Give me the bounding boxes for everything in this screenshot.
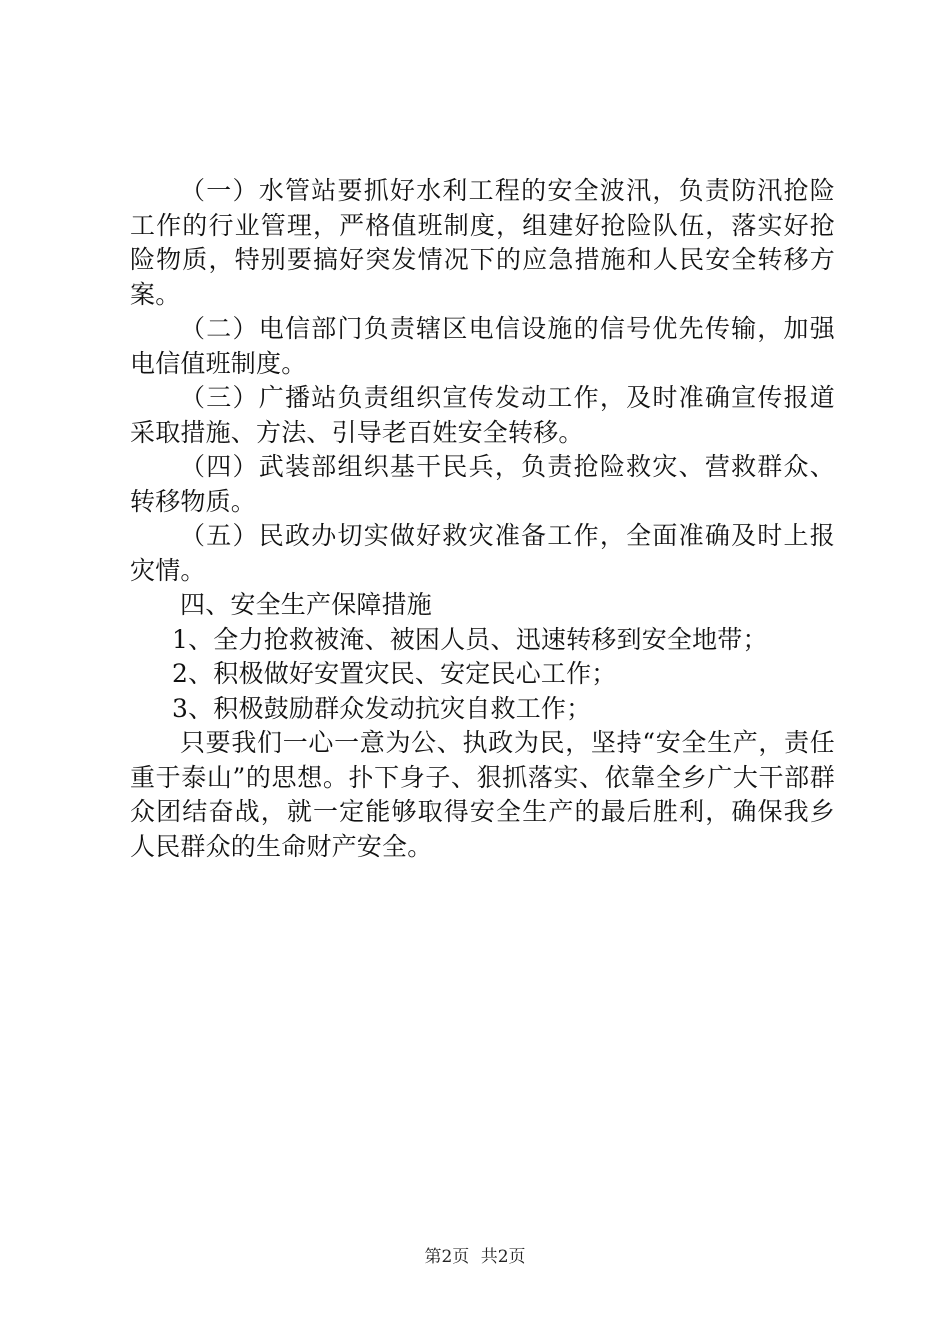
paragraph-broadcast: （三）广播站负责组织宣传发动工作，及时准确宣传报道采取措施、方法、引导老百姓安全转移。: [130, 383, 835, 447]
section-heading: 四、安全生产保障措施: [180, 590, 433, 619]
paragraph-civil-affairs: （五）民政办切实做好救灾准备工作，全面准确及时上报灾情。: [130, 521, 835, 585]
paragraph-water-station: （一）水管站要抓好水利工程的安全波汛，负责防汛抢险工作的行业管理，严格值班制度，组建好抢险队伍，落实好抢险物质，特别要搞好突发情况下的应急措施和人民安全转移方案。: [130, 176, 835, 309]
paragraph-armed-forces: （四）武装部组织基干民兵，负责抢险救灾、营救群众、转移物质。: [130, 452, 835, 516]
document-body: [130, 174, 835, 864]
list-item: 3、积极鼓励群众发动抗灾自救工作；: [172, 693, 592, 723]
page-number: 第2页: [424, 1247, 470, 1267]
paragraph-conclusion: 只要我们一心一意为公、执政为民，坚持“安全生产，责任重于泰山”的思想。扑下身子、狠抓落实、依靠全乡广大干部群众团结奋战，就一定能够取得安全生产的最后胜利，确保我乡人民群众的生命财产安全。: [130, 728, 835, 861]
list-item: 2、积极做好安置灾民、安定民心工作；: [172, 659, 617, 688]
paragraph-telecom: （二）电信部门负责辖区电信设施的信号优先传输，加强电信值班制度。: [130, 314, 835, 378]
list-item: 1、全力抢救被淹、被困人员、迅速转移到安全地带；: [172, 624, 768, 654]
page-footer: [0, 1242, 950, 1267]
page-total: 共2页: [480, 1247, 526, 1267]
